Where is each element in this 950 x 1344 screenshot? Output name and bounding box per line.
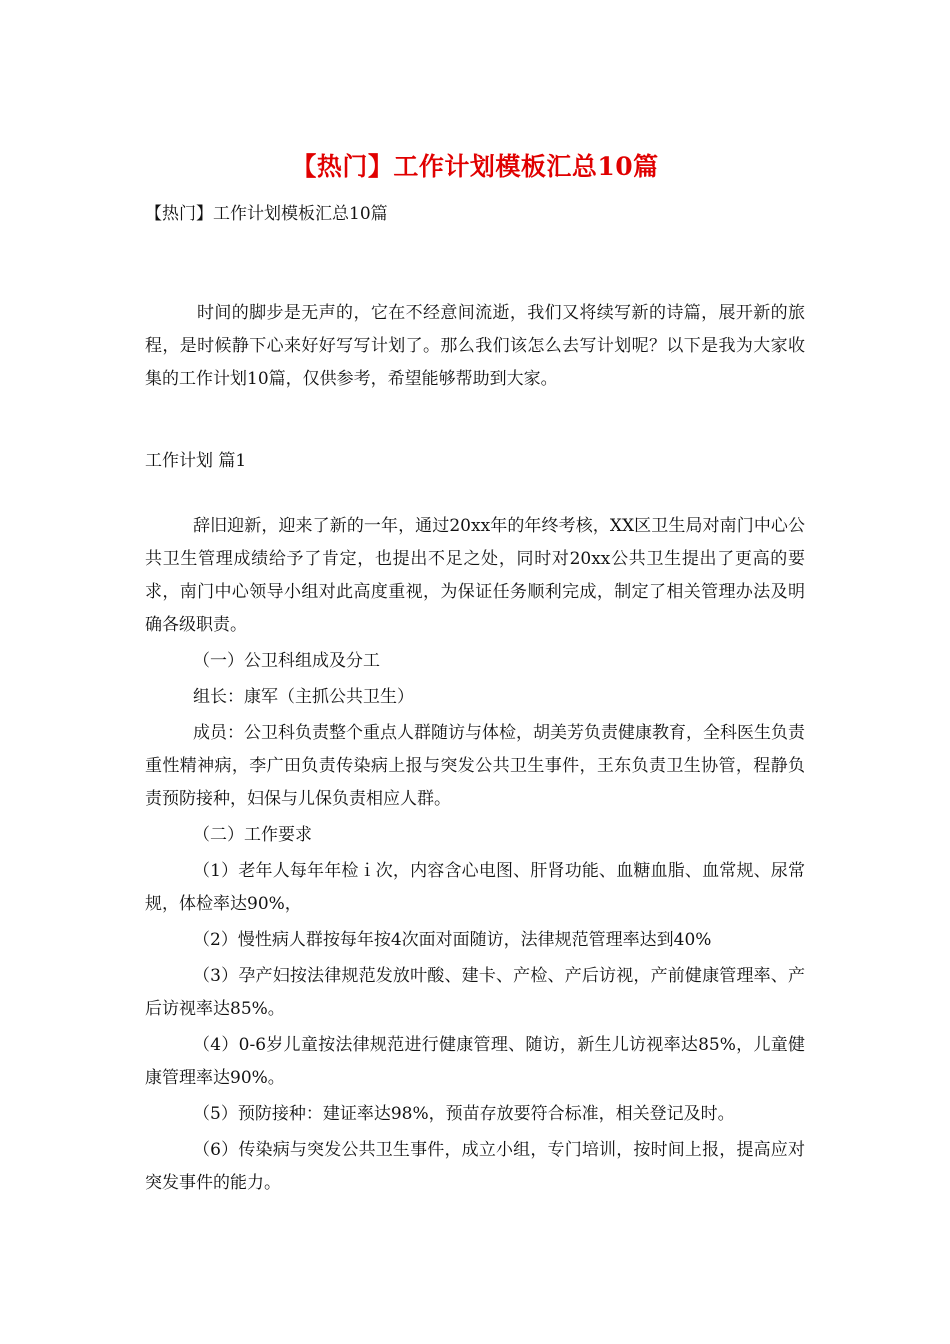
- body-paragraph: （二）工作要求: [193, 825, 312, 845]
- body-paragraph: （1）老年人每年年检ｉ次，内容含心电图、肝肾功能、血糖血脂、血常规、尿常规，体检率达90%，: [145, 861, 805, 914]
- section-heading: 工作计划 篇1: [145, 451, 247, 471]
- body-paragraph: （4）0-6岁儿童按法律规范进行健康管理、随访，新生儿访视率达85%，儿童健康管理率达90%。: [145, 1035, 805, 1088]
- body-paragraph: （一）公卫科组成及分工: [193, 651, 380, 671]
- body-paragraph: （6）传染病与突发公共卫生事件，成立小组，专门培训，按时间上报，提高应对突发事件的能力。: [145, 1140, 805, 1193]
- body-paragraph: （2）慢性病人群按每年按4次面对面随访，法律规范管理率达到40%: [193, 930, 712, 950]
- body-paragraph: （3）孕产妇按法律规范发放叶酸、建卡、产检、产后访视，产前健康管理率、产后访视率达85%。: [145, 966, 805, 1019]
- body-paragraph: （5）预防接种：建证率达98%，预苗存放要符合标准，相关登记及时。: [193, 1104, 735, 1124]
- document-subtitle: 【热门】工作计划模板汇总10篇: [145, 204, 388, 224]
- intro-paragraph: 时间的脚步是无声的，它在不经意间流逝，我们又将续写新的诗篇，展开新的旅程，是时候静下心来好好写写计划了。那么我们该怎么去写计划呢？以下是我为大家收集的工作计划10篇，仅供参考，希望能够帮助到大家。: [145, 303, 805, 389]
- body-paragraph: 组长：康军（主抓公共卫生）: [193, 687, 414, 707]
- document-title: 【热门】工作计划模板汇总10篇: [291, 152, 659, 181]
- body-paragraph: 成员：公卫科负责整个重点人群随访与体检，胡美芳负责健康教育，全科医生负责重性精神病，李广田负责传染病上报与突发公共卫生事件，王东负责卫生协管，程静负责预防接种，妇保与儿保负责相应人群。: [145, 723, 805, 809]
- body-paragraph: 辞旧迎新，迎来了新的一年，通过20xx年的年终考核，XX区卫生局对南门中心公共卫生管理成绩给予了肯定，也提出不足之处，同时对20xx公共卫生提出了更高的要求，南门中心领导小组对此高度重视，为保证任务顺利完成，制定了相关管理办法及明确各级职责。: [145, 516, 805, 635]
- section-body: [145, 510, 805, 1203]
